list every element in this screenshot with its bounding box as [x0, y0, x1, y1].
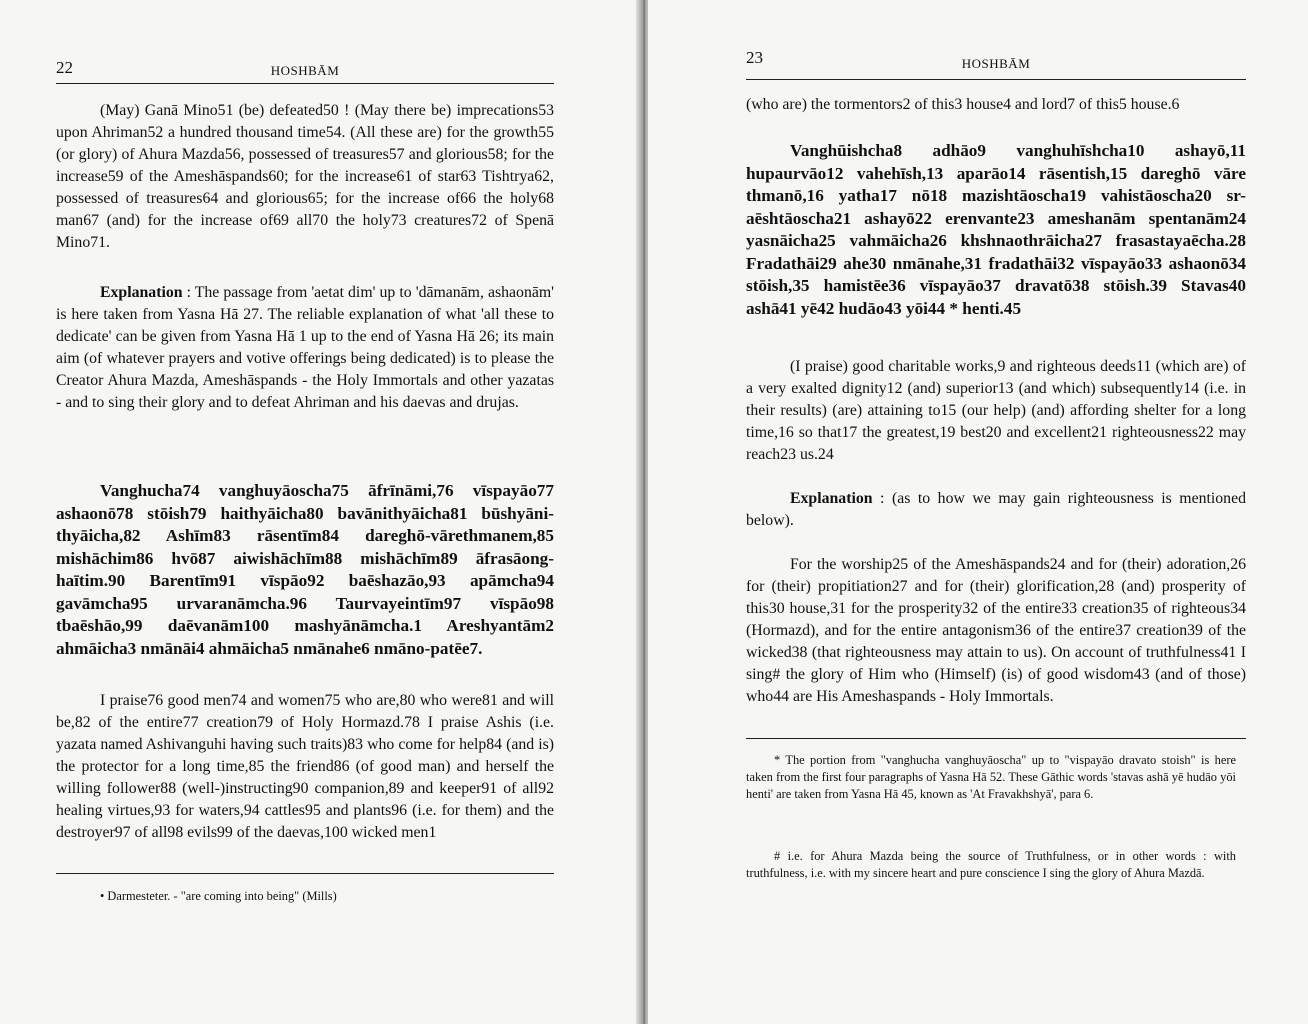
- footnote-divider: [56, 873, 554, 874]
- right-page: [648, 0, 1308, 1024]
- footnote: • Darmesteter. - "are coming into being" (Mills): [100, 889, 337, 903]
- running-head: HOSHBĀM: [961, 56, 1031, 71]
- footnote: * The portion from "vanghucha vanghuyāoscha" up to "vispayāo dravato stoish" is here taken from the first four paragraphs of Yasna Hā 52. These Gāthic words 'stavas ashā yē hudāo yōi henti' are taken from Yasna Hā 45, known as 'At Fravakhshyā', para 6.: [746, 753, 1236, 801]
- explanation-paragraph: [56, 282, 554, 414]
- explanation-label: Explanation: [100, 284, 183, 301]
- paragraph: (who are) the tormentors2 of this3 house4 and lord7 of this5 house.6: [746, 96, 1180, 113]
- paragraph: (May) Ganā Mino51 (be) defeated50 ! (May there be) imprecations53 upon Ahriman52 a hundred thousand time54. (All these are) for the growth55 (or glory) of Ahura Mazda56, possessed of treasures57 and glorious58; for the increase59 of the Ameshāspands60; for the increase61 of star63 Tishtrya62, possessed of treasures64 and glorious65; for the increase of66 the holy68 man67 (and) for the increase of69 all70 the holy73 creatures72 of Spenā Mino71.: [56, 102, 554, 251]
- worship-paragraph: For the worship25 of the Ameshāspands24 and for (their) adoration,26 for (their) propitiation27 and for (their) glorification,28 (and) prosperity of this30 house,31 for the prosperity32 of the entire33 creation35 of righteous34 (Hormazd), and for the entire antagonism36 of the entire37 creation39 of the wicked38 (that righteousness may attain to us). On account of truthfulness41 I sing# the glory of Him who (Himself) (is) of good wisdom43 (and of those) who44 are His Ameshaspands - Holy Immortals.: [746, 556, 1246, 705]
- explanation-text: : (as to how we may gain righteousness is mentioned below).: [746, 490, 1246, 529]
- footnote-divider: [746, 738, 1246, 739]
- translation-paragraph: (I praise) good charitable works,9 and righteous deeds11 (which are) of a very exalted dignity12 (and) superior13 (and which) subsequently14 (i.e. in their results) (are) attaining to15 (our help) (and) affording shelter for a long time,16 so that17 the greatest,19 best20 and excellent21 righteousness22 may reach23 us.24: [746, 358, 1246, 463]
- page-header: [56, 58, 554, 84]
- left-page: [0, 0, 640, 1024]
- avestan-verse: Vanghucha74 vanghuyāoscha75 āfrīnāmi,76 vīspayāo77 ashaonō78 stōish79 haithyāicha80 bavānithyāicha81 būshyāni-thyāicha,82 Ashīm83 rāsentīm84 dareghō-vārethmanem,85 mishāchim86 hvō87 aiwishāchīm88 mishāchīm89 āfrasāong-haītim.90 Barentīm91 vīspāo92 baēshazāo,93 apāmcha94 gavāmcha95 urvaranāmcha.96 Taurvayeintīm97 vīspāo98 tbaēshāo,99 daēvanām100 mashyānāmcha.1 Areshyantām2 ahmāicha3 nmānāi4 ahmāicha5 nmānahe6 nmāno-patēe7.: [56, 481, 554, 658]
- explanation-text: : The passage from 'aetat dim' up to 'dāmanām, ashaonām' is here taken from Yasna Hā 27. The reliable explanation of what 'all these to dedicate' can be given from Yasna Hā 1 up to the end of Yasna Hā 26; its main aim (of whatever prayers and votive offerings being dedicated) is to please the Creator Ahura Mazda, Ameshāspands - the Holy Immortals and other yazatas - and to sing their glory and to defeat Ahriman and his daevas and drujas.: [56, 284, 554, 411]
- translation-paragraph: I praise76 good men74 and women75 who are,80 who were81 and will be,82 of the entire77 creation79 of Holy Hormazd.78 I praise Ashis (i.e. yazata named Ashivanguhi having such traits)83 who come for help84 (and is) the protector for a long time,85 the friend86 (of good man) and herself the willing follower88 (well-)instructing90 companion,89 and keeper91 of all92 healing virtues,93 for waters,94 cattles95 and plants96 (i.e. for them) and the destroyer97 of all98 evils99 of the daevas,100 wicked men1: [56, 692, 554, 841]
- running-head: HOSHBĀM: [270, 63, 340, 78]
- page-number: 22: [56, 58, 73, 77]
- avestan-verse: Vanghūishcha8 adhāo9 vanghuhīshcha10 ashayō,11 hupaurvāo12 vahehīsh,13 aparāo14 rāsentish,15 dareghō vāre thmanō,16 yatha17 nō18 mazishtāoscha19 vahistāoscha20 sr-aēshtāoscha21 ashayō22 erenvante23 ameshanām spentanām24 yasnāicha25 vahmāicha26 khshnaothrāicha27 frasastayaēcha.28 Fradathāi29 ahe30 nmānahe,31 fradathāi32 vīspayāo33 ashaonō34 stōish,35 hamistēe36 vīspayāo37 dravatō38 stōish.39 Stavas40 ashā41 yē42 hudāo43 yōi44 * henti.45: [746, 141, 1246, 318]
- footnote: # i.e. for Ahura Mazda being the source of Truthfulness, or in other words : with truthfulness, i.e. with my sincere heart and pure conscience I sing the glory of Ahura Mazdā.: [746, 849, 1236, 880]
- page-number: 23: [746, 48, 763, 67]
- page-header: [746, 48, 1246, 80]
- explanation-paragraph: [746, 488, 1246, 532]
- explanation-label: Explanation: [790, 490, 873, 507]
